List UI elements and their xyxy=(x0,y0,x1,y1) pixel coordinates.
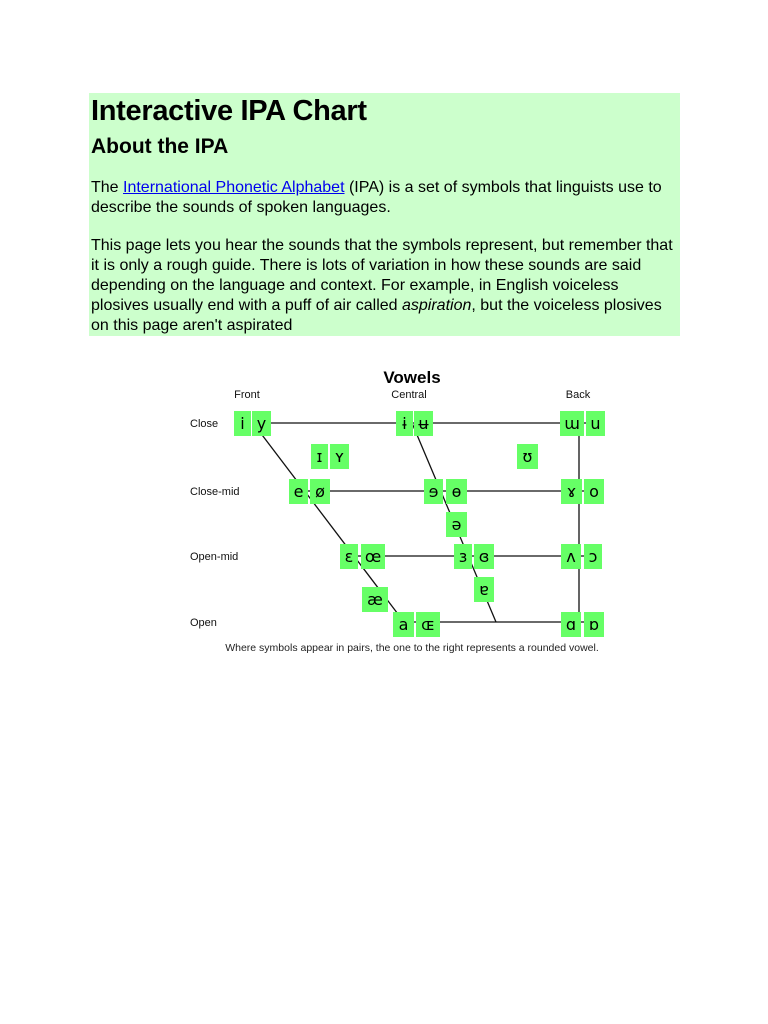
column-label-central: Central xyxy=(391,389,427,401)
svg-text:a: a xyxy=(398,615,409,634)
vowel-near-open-central[interactable] xyxy=(474,577,494,602)
svg-text:y: y xyxy=(256,414,267,433)
vowel-near-close-back-rounded[interactable] xyxy=(517,444,538,469)
vowel-close-front-unrounded[interactable] xyxy=(234,411,251,436)
svg-text:ɒ: ɒ xyxy=(588,615,600,634)
svg-text:ɐ: ɐ xyxy=(479,580,489,599)
vowel-close-mid-front-unrounded[interactable] xyxy=(289,479,308,504)
svg-text:ʊ: ʊ xyxy=(522,447,533,466)
vowel-open-mid-central-rounded[interactable] xyxy=(474,544,494,569)
vowel-open-front-rounded[interactable] xyxy=(416,612,440,637)
intro-paragraph xyxy=(91,178,676,218)
vowel-near-open-front-unrounded[interactable] xyxy=(362,587,388,612)
intro-suffix: (IPA) is a set of symbols that linguists use to describe the sounds of spoken languages. xyxy=(91,179,662,216)
guide-text-before: This page lets you hear the sounds that the symbols represent, but remember that it is only a rough guide. There is lots of variation in how these sounds are said depending on the language and context. For example, in English voiceless plosives usually end with a puff of air called xyxy=(91,237,673,314)
vowel-open-mid-back-unrounded[interactable] xyxy=(561,544,581,569)
vowel-close-back-unrounded[interactable] xyxy=(560,411,584,436)
svg-text:æ: æ xyxy=(367,590,383,609)
vowel-chart-title: Vowels xyxy=(383,368,441,387)
svg-text:u: u xyxy=(590,414,601,433)
vowel-near-close-front-unrounded[interactable] xyxy=(311,444,328,469)
vowel-close-front-rounded[interactable] xyxy=(252,411,271,436)
vowel-close-central-unrounded[interactable] xyxy=(396,411,413,436)
svg-text:ɯ: ɯ xyxy=(564,414,580,433)
svg-text:ɔ: ɔ xyxy=(588,547,598,566)
svg-text:o: o xyxy=(589,482,599,501)
svg-text:ɶ: ɶ xyxy=(421,615,435,634)
vowel-trapezoid xyxy=(253,423,597,622)
vowel-close-mid-back-rounded[interactable] xyxy=(584,479,604,504)
vowel-close-mid-back-unrounded[interactable] xyxy=(561,479,582,504)
vowel-near-close-front-rounded[interactable] xyxy=(330,444,349,469)
svg-text:ɤ: ɤ xyxy=(566,482,577,501)
vowel-open-back-unrounded[interactable] xyxy=(561,612,581,637)
vowel-close-central-rounded[interactable] xyxy=(414,411,433,436)
column-label-front: Front xyxy=(234,389,260,401)
vowel-open-mid-central-unrounded[interactable] xyxy=(454,544,472,569)
vowel-chart-caption: Where symbols appear in pairs, the one to the right represents a rounded vowel. xyxy=(225,642,599,654)
svg-text:ɜ: ɜ xyxy=(458,547,468,566)
vowel-open-back-rounded[interactable] xyxy=(584,612,604,637)
svg-text:ɪ: ɪ xyxy=(316,447,323,466)
row-label-close-mid: Close-mid xyxy=(190,486,240,498)
guide-emphasis: aspiration xyxy=(402,297,472,314)
section-heading: About the IPA xyxy=(91,135,229,158)
svg-text:ə: ə xyxy=(451,515,462,534)
vowel-buttons xyxy=(234,411,605,637)
svg-text:ʉ: ʉ xyxy=(418,414,429,433)
ipa-wiki-link[interactable]: International Phonetic Alphabet xyxy=(123,179,345,196)
svg-text:i: i xyxy=(240,414,245,433)
svg-text:ɞ: ɞ xyxy=(478,547,490,566)
svg-text:ɘ: ɘ xyxy=(428,482,439,501)
row-label-open: Open xyxy=(190,617,217,629)
guide-text-after: , but the voiceless plosives on this page aren't aspirated xyxy=(91,297,662,334)
about-section xyxy=(89,93,680,336)
vowel-close-mid-central-rounded[interactable] xyxy=(446,479,467,504)
svg-text:ʌ: ʌ xyxy=(566,547,576,566)
vowel-close-mid-central-unrounded[interactable] xyxy=(424,479,443,504)
vowel-open-mid-back-rounded[interactable] xyxy=(584,544,602,569)
row-label-open-mid: Open-mid xyxy=(190,551,239,563)
svg-text:ɨ: ɨ xyxy=(402,414,407,433)
svg-text:ø: ø xyxy=(315,482,325,501)
svg-text:ɛ: ɛ xyxy=(344,547,354,566)
row-label-close: Close xyxy=(190,418,219,430)
column-label-back: Back xyxy=(565,389,591,401)
svg-text:e: e xyxy=(293,482,304,501)
svg-text:œ: œ xyxy=(364,547,382,566)
svg-text:ɵ: ɵ xyxy=(451,482,462,501)
vowel-close-mid-front-rounded[interactable] xyxy=(310,479,330,504)
svg-text:ɑ: ɑ xyxy=(565,615,577,634)
guide-paragraph xyxy=(91,236,676,336)
vowel-open-mid-front-unrounded[interactable] xyxy=(340,544,358,569)
vowel-close-back-rounded[interactable] xyxy=(586,411,605,436)
svg-text:ʏ: ʏ xyxy=(334,447,345,466)
vowel-open-front-unrounded[interactable] xyxy=(393,612,414,637)
vowel-mid-central[interactable] xyxy=(446,512,467,537)
page-title: Interactive IPA Chart xyxy=(91,95,367,127)
intro-prefix: The xyxy=(91,179,124,196)
vowel-open-mid-front-rounded[interactable] xyxy=(361,544,385,569)
